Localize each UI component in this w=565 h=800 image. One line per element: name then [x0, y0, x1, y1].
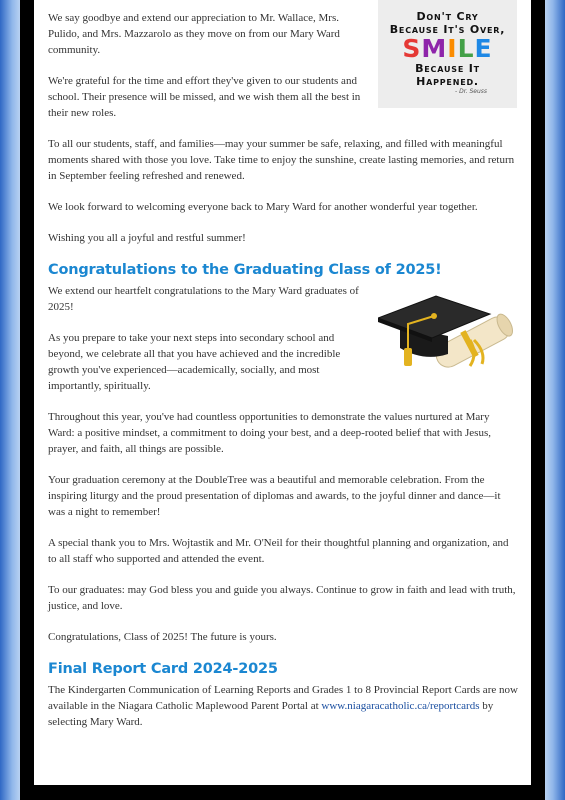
graduation-paragraph-5: A special thank you to Mrs. Wojtastik and Mr. O'Neil for their thoughtful planning and organization, and to all staff who supported and attended the event.: [48, 537, 509, 565]
welcome-back-paragraph: We look forward to welcoming everyone back to Mary Ward for another wonderful year together.: [48, 201, 478, 213]
quote-signature: - Dr. Seuss: [455, 88, 487, 95]
farewell-paragraph: We say goodbye and extend our appreciation to Mr. Wallace, Mrs. Pulido, and Mrs. Mazzarolo as they move on from our Mary Ward community.: [48, 12, 340, 56]
graduation-paragraph-1: We extend our heartfelt congratulations to the Mary Ward graduates of 2025!: [48, 285, 359, 313]
report-card-text: The Kindergarten Communication of Learning Reports and Grades 1 to 8 Provincial Report Cards are now available in the Niagara Catholic Maplewood Parent Portal at: [48, 684, 518, 712]
graduation-paragraph-4: Your graduation ceremony at the DoubleTree was a beautiful and memorable celebration. From the inspiring liturgy and the proud presentation of diplomas and awards, to the joyful dinner and dance—it was a night to remember!: [48, 474, 501, 518]
quote-line-3: Because It: [415, 62, 480, 75]
smile-letter: E: [474, 34, 493, 63]
background-left: [0, 0, 20, 800]
graduation-paragraph-3: Throughout this year, you've had countless opportunities to demonstrate the values nurtured at Mary Ward: a positive mindset, a commitment to doing your best, and a deep-rooted belief that with Jesus, prayer, and faith, all things are possible.: [48, 411, 491, 455]
border-left: [20, 0, 34, 800]
graduation-heading: Congratulations to the Graduating Class of 2025!: [48, 262, 442, 278]
graduation-paragraph-7: Congratulations, Class of 2025! The future is yours.: [48, 631, 277, 643]
border-right: [531, 0, 545, 800]
newsletter-content: [48, 10, 518, 745]
smile-letter: M: [421, 34, 448, 63]
smile-letter: L: [457, 34, 475, 63]
graduation-paragraph-2: As you prepare to take your next steps into secondary school and beyond, we celebrate all that you have achieved and the incredible growth you've experienced—academically, socially, and most importantly, spiritually.: [48, 332, 341, 392]
newsletter-page: [34, 0, 531, 785]
report-card-paragraph: [48, 682, 518, 730]
summer-wishes-paragraph: To all our students, staff, and families—may your summer be safe, relaxing, and filled with meaningful moments shared with those you love. Take time to enjoy the sunshine, create lasting memories, and return in September feeling refreshed and renewed.: [48, 138, 515, 182]
smile-letter: I: [447, 34, 458, 63]
smile-letter: S: [402, 34, 422, 63]
graduation-paragraph-6: To our graduates: may God bless you and guide you always. Continue to grow in faith and lead with truth, justice, and love.: [48, 584, 516, 612]
border-bottom: [20, 785, 545, 800]
restful-summer-paragraph: Wishing you all a joyful and restful summer!: [48, 232, 246, 244]
quote-line-2: Because It's Over,: [389, 23, 506, 36]
quote-line-1: Don't Cry: [416, 10, 479, 23]
background-right: [545, 0, 565, 800]
gratitude-paragraph: We're grateful for the time and effort they've given to our students and school. Their presence will be missed, and we wish them all the best in their new roles.: [48, 75, 361, 119]
report-card-text-end: by selecting Mary Ward.: [48, 700, 494, 728]
quote-line-4: Happened.: [416, 75, 479, 88]
report-card-heading: Final Report Card 2024-2025: [48, 661, 278, 677]
report-card-link[interactable]: www.niagaracatholic.ca/reportcards: [321, 700, 480, 712]
